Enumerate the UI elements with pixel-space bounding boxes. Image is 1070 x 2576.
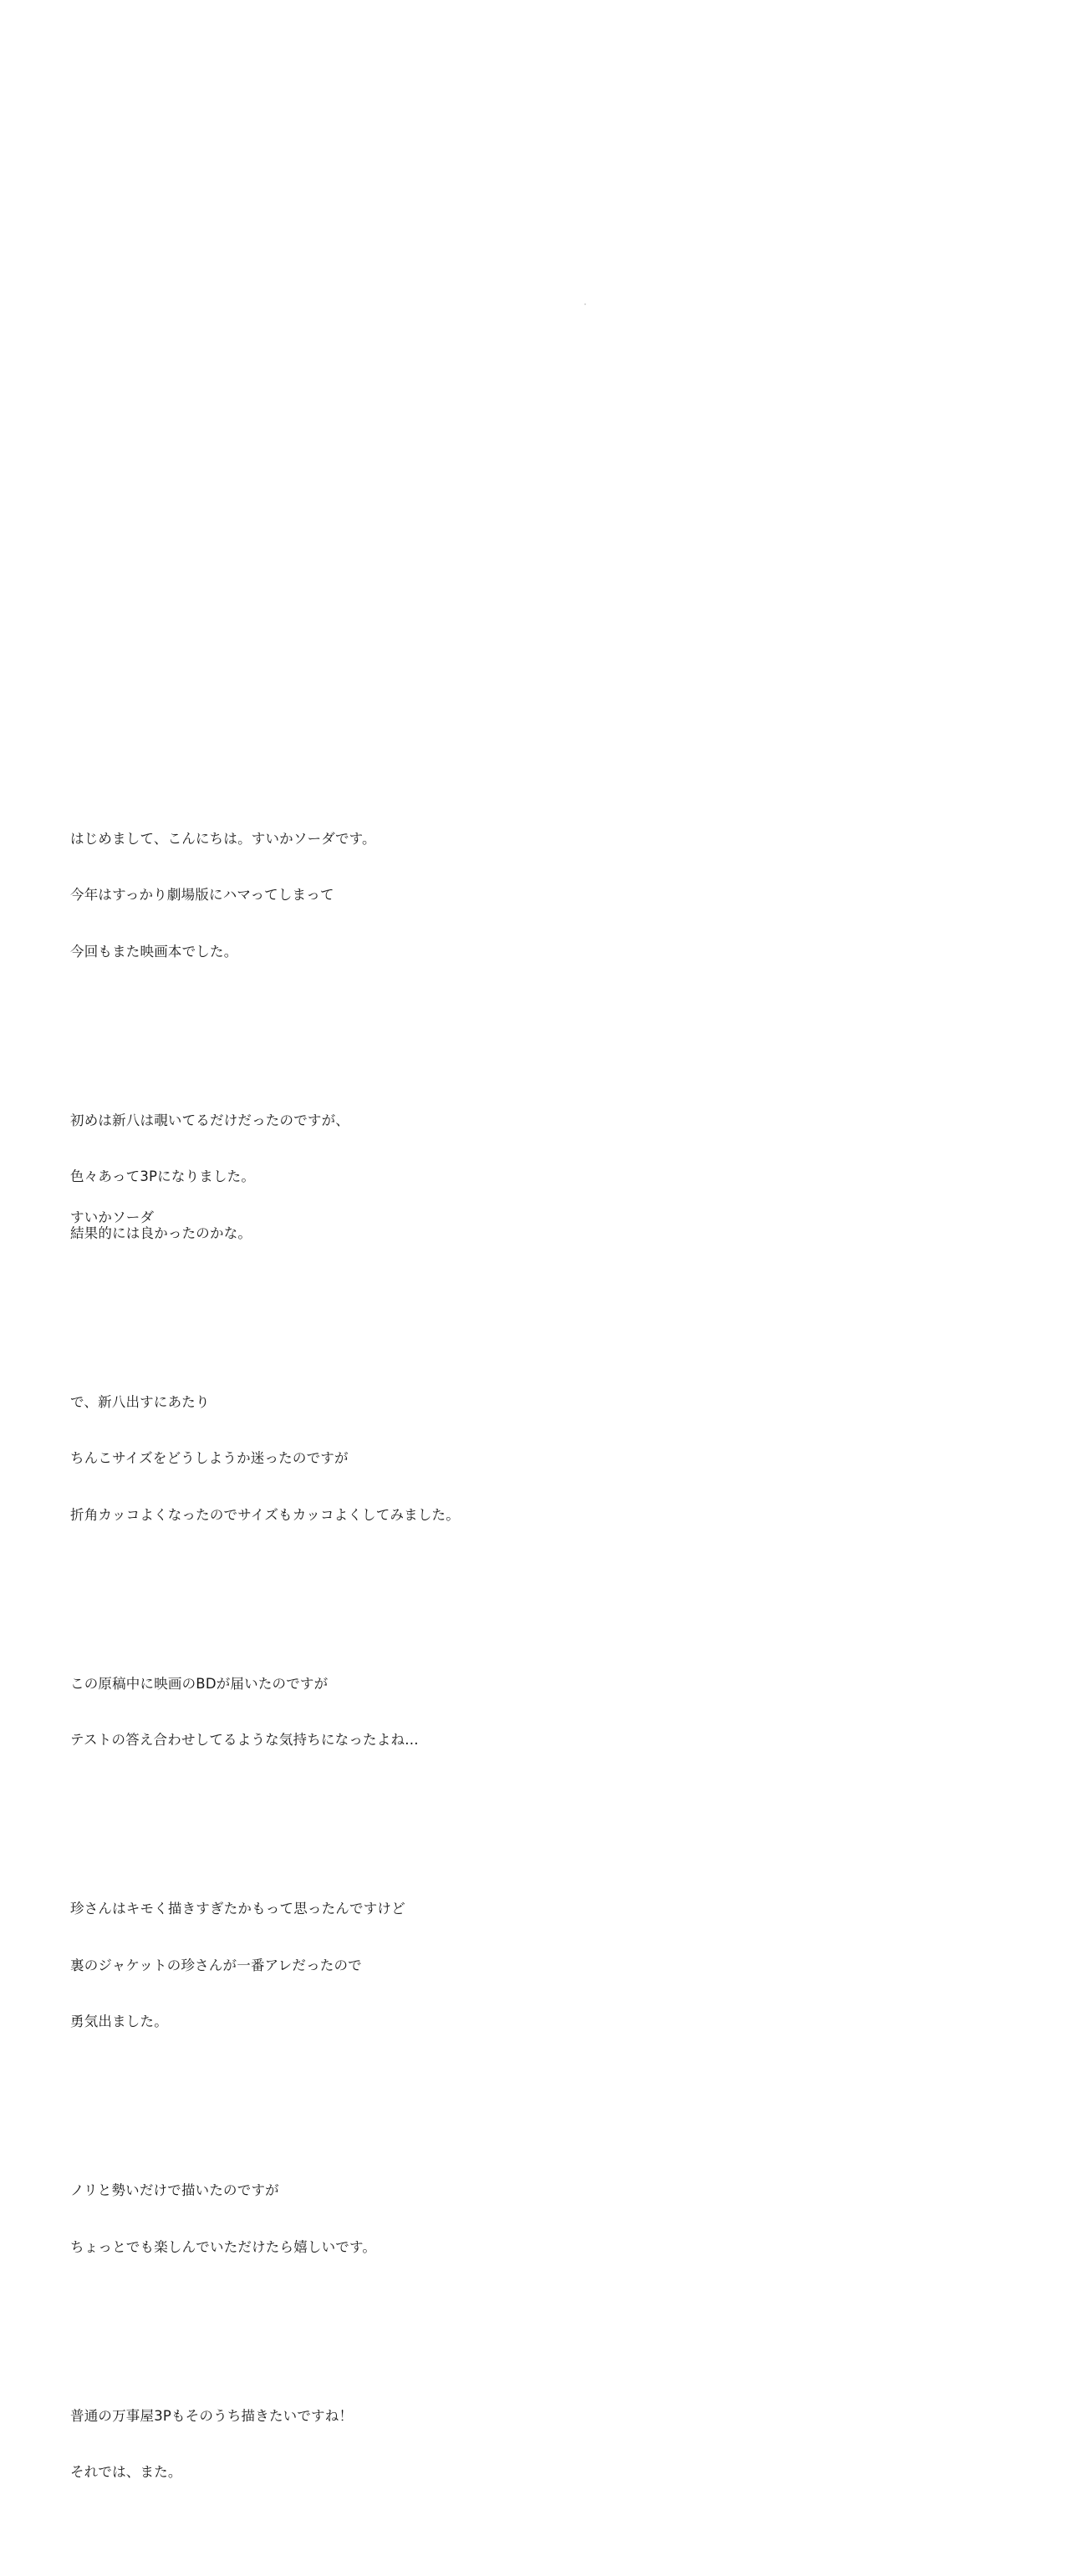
afterword-line: ちょっとでも楽しんでいただけたら嬉しいです。	[70, 2238, 377, 2255]
afterword-line: テストの答え合わせしてるような気持ちになったよね…	[70, 1732, 419, 1748]
afterword-paragraph	[70, 1862, 823, 2069]
afterword-paragraph	[70, 1074, 823, 1281]
afterword-line: 結果的には良かったのかな。	[70, 1224, 252, 1241]
afterword-paragraph	[70, 1637, 823, 1788]
afterword-line: それでは、また。	[70, 2464, 182, 2480]
afterword-line: 今年はすっかり劇場版にハマってしまって	[70, 887, 334, 903]
afterword-line: 普通の万事屋3Pもそのうち描きたいですね！	[70, 2407, 354, 2424]
afterword-line: 色々あって3Pになりました。	[70, 1168, 256, 1184]
afterword-paragraph	[70, 792, 823, 1000]
afterword-line: 勇気出ました。	[70, 2013, 168, 2029]
afterword-line: ちんこサイズをどうしようか迷ったのですが	[70, 1450, 349, 1466]
afterword-paragraph	[70, 1356, 823, 1563]
afterword-text-block	[70, 736, 823, 2576]
afterword-line: この原稿中に映画のBDが届いたのですが	[70, 1675, 329, 1692]
afterword-line: で、新八出すにあたり	[70, 1393, 210, 1410]
afterword-line: はじめまして、こんにちは。すいかソーダです。	[70, 830, 376, 847]
afterword-paragraph	[70, 2370, 823, 2520]
author-signature: すいかソーダ	[70, 1209, 155, 1225]
afterword-line: 珍さんはキモく描きすぎたかもって思ったんですけど	[70, 1901, 405, 1917]
afterword-paragraph	[70, 2144, 823, 2294]
afterword-line: 初めは新八は覗いてるだけだったのですが、	[70, 1112, 349, 1128]
afterword-line: 今回もまた映画本でした。	[70, 943, 238, 960]
afterword-line: 折角カッコよくなったのでサイズもカッコよくしてみました。	[70, 1506, 460, 1523]
page-speck	[584, 303, 586, 305]
afterword-line: ノリと勢いだけで描いたのですが	[70, 2182, 279, 2198]
afterword-line: 裏のジャケットの珍さんが一番アレだったので	[70, 1957, 362, 1973]
